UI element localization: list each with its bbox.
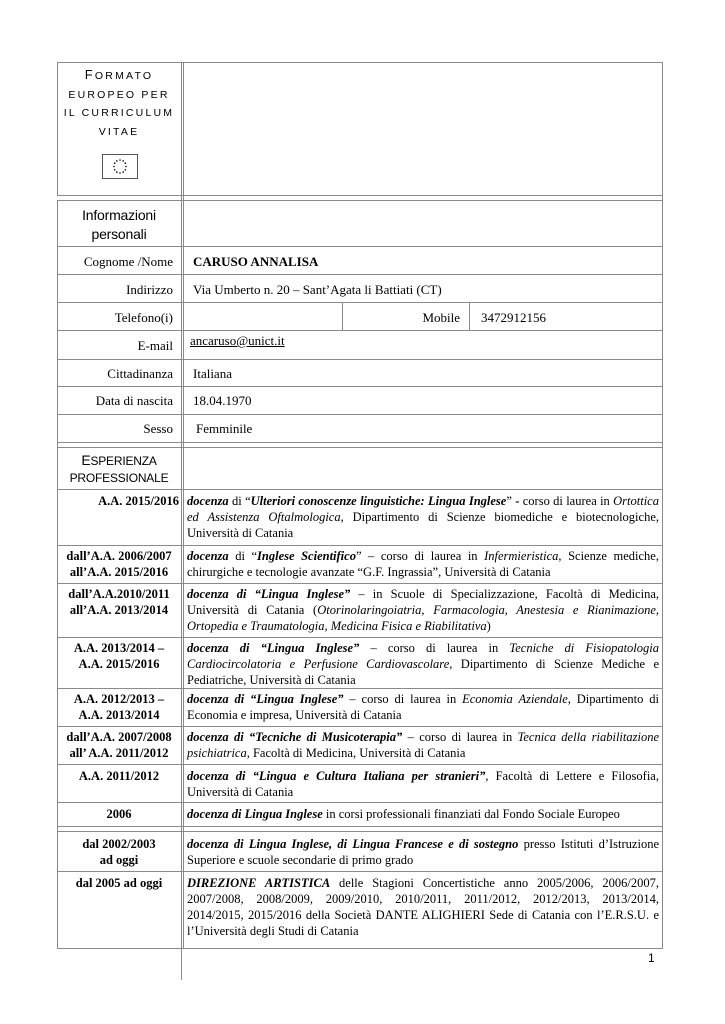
row-rule (57, 246, 663, 247)
experience-date: dall’A.A. 2007/2008 all’ A.A. 2011/2012 (66, 730, 172, 760)
row-rule (57, 414, 663, 415)
eu-stars-icon (103, 155, 137, 178)
row-rule (57, 302, 663, 303)
experience-description: docenza di “Inglese Scientifico” – corso di laurea in Infermieristica, Scienze mediche, chirurgiche e tecnologie avanzate “G.F. Ingrassia”, Università di Catania (187, 549, 659, 579)
experience-description: docenza di “Lingua e Cultura Italiana per stranieri”, Facoltà di Lettere e Filosofia, Università di Catania (187, 769, 659, 799)
phone-divider (469, 302, 470, 330)
experience-date: A.A. 2015/2016 (98, 494, 179, 508)
row-rule (57, 200, 663, 201)
row-rule (57, 637, 663, 638)
experience-date: dal 2005 ad oggi (75, 876, 163, 890)
email-link[interactable]: ancaruso@unict.it (190, 333, 285, 348)
experience-description: docenza di Lingua Inglese, di Lingua Francese e di sostegno presso Istituti d’Istruzione Superiore e scuole secondarie di primo grado (187, 837, 659, 867)
experience-date: 2006 (106, 807, 132, 821)
format-line-2: EUROPEO PER (68, 88, 170, 101)
format-line-4: VITAE (98, 125, 140, 138)
label-email: E-mail (137, 338, 173, 353)
row-rule (57, 195, 663, 196)
label-birthdate: Data di nascita (95, 393, 173, 408)
experience-description: docenza di “Lingua Inglese” – in Scuole di Specializzazione, Facoltà di Medicina, Università di Catania (Otorinolaringoiatria, Farmacologia, Anestesia e Rianimazione, Ortopedia e Traumatologia, Medicina Fisica e Riabilitativa) (187, 587, 659, 633)
value-citizenship: Italiana (193, 366, 232, 381)
row-rule (57, 802, 663, 803)
value-address: Via Umberto n. 20 – Sant’Agata li Battiati (CT) (193, 282, 442, 297)
section-title-experience: ESPERIENZA PROFESSIONALE (69, 452, 169, 485)
value-sex: Femminile (196, 421, 253, 436)
label-address: Indirizzo (126, 282, 173, 297)
label-sex: Sesso (143, 421, 173, 436)
label-citizenship: Cittadinanza (107, 366, 173, 381)
value-name: CARUSO ANNALISA (193, 254, 319, 269)
format-word: ORMATO (94, 70, 154, 82)
phone-divider (342, 302, 343, 330)
row-rule (57, 831, 663, 832)
experience-date: dall’A.A. 2006/2007 all’A.A. 2015/2016 (66, 549, 172, 579)
row-rule (57, 583, 663, 584)
value-birthdate: 18.04.1970 (193, 393, 252, 408)
table-bottom-border (57, 948, 663, 949)
cv-format-title (58, 66, 180, 141)
experience-date: A.A. 2012/2013 – A.A. 2013/2014 (73, 692, 165, 722)
format-line-3: IL CURRICULUM (63, 107, 175, 119)
experience-date: A.A. 2013/2014 – A.A. 2015/2016 (73, 641, 165, 671)
row-rule (57, 871, 663, 872)
row-rule (57, 359, 663, 360)
row-rule (57, 274, 663, 275)
row-rule (57, 826, 663, 827)
section-title-personal: Informazioni personali (82, 207, 156, 242)
experience-description: DIREZIONE ARTISTICA delle Stagioni Concertistiche anno 2005/2006, 2006/2007, 2007/2008, 2008/2009, 2009/2010, 2010/2011, 2011/2012, 2012/2013, 2013/2014, 2014/2015, 2015/2016 della Società DANTE ALIGHIERI Sede di Catania con l’E.R.S.U. e l’Università degli Studi di Catania (187, 876, 660, 938)
label-mobile: Mobile (422, 310, 460, 325)
row-rule (57, 330, 663, 331)
page-number: 1 (648, 951, 655, 965)
row-rule (57, 442, 663, 443)
row-rule (57, 726, 663, 727)
format-initial: F (84, 67, 95, 82)
value-mobile: 3472912156 (481, 310, 546, 325)
experience-description: docenza di “Ulteriori conoscenze linguistiche: Lingua Inglese” - corso di laurea in Ortottica ed Assistenza Oftalmologica, Dipartimento di Scienze biomediche e biotecnologiche, Università di Catania (187, 494, 659, 540)
table-top-border (57, 62, 663, 63)
value-email[interactable] (190, 333, 285, 349)
row-rule (57, 447, 663, 448)
experience-description: docenza di “Lingua Inglese” – corso di laurea in Economia Aziendale, Dipartimento di Economia e impresa, Università di Catania (187, 692, 660, 722)
row-rule (57, 489, 663, 490)
row-rule (57, 545, 663, 546)
experience-date: dal 2002/2003 ad oggi (82, 837, 156, 867)
row-rule (57, 688, 663, 689)
label-phone: Telefono(i) (114, 310, 173, 325)
experience-description: docenza di “Lingua Inglese” – corso di laurea in Tecniche di Fisiopatologia Cardiocircolatoria e Perfusione Cardiovascolare, Dipartimento di Scienze Mediche e Pediatriche, Università di Catania (187, 641, 659, 687)
label-name: Cognome /Nome (83, 254, 173, 269)
eu-flag-icon (102, 154, 138, 179)
row-rule (57, 386, 663, 387)
row-rule (57, 764, 663, 765)
experience-description: docenza di “Tecniche di Musicoterapia” – corso di laurea in Tecnica della riabilitazione psichiatrica, Facoltà di Medicina, Università di Catania (187, 730, 659, 760)
experience-date: dall’A.A.2010/2011 all’A.A. 2013/2014 (68, 587, 170, 617)
experience-date: A.A. 2011/2012 (78, 769, 160, 783)
experience-description: docenza di Lingua Inglese in corsi professionali finanziati dal Fondo Sociale Europeo (187, 807, 620, 821)
